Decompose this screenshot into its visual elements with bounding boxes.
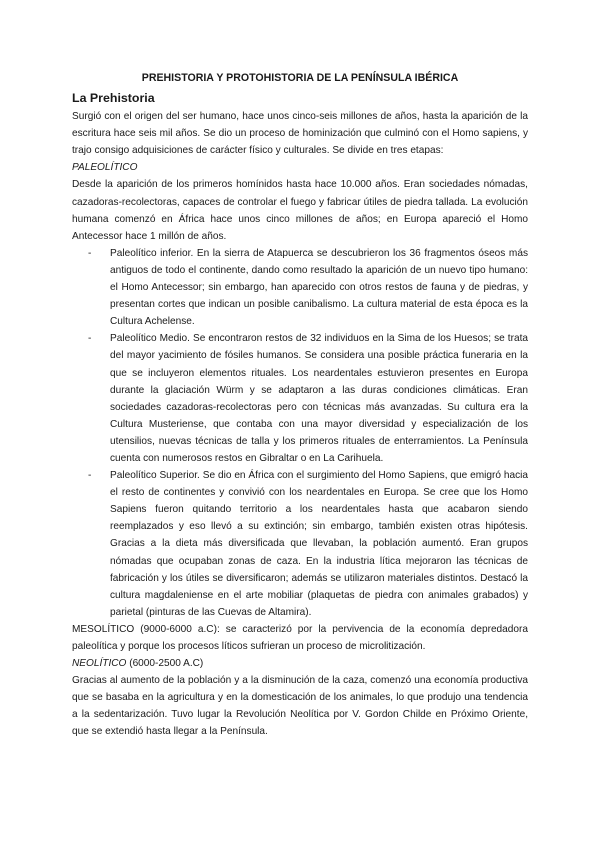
neolitico-heading: NEOLÍTICO <box>72 658 127 670</box>
list-item <box>88 245 528 330</box>
paleolitico-paragraph: Desde la aparición de los primeros homínidos hasta hace 10.000 años. Eran sociedades nómadas, cazadoras-recolectoras, capaces de controlar el fuego y fabricar útiles de piedra tallada. La evolución humana comenzó en África hace unos cinco millones de años; en Europa apareció el Homo Antecessor hace 1 millón de años. <box>72 179 528 242</box>
neolitico-heading-line <box>72 655 528 672</box>
neolitico-paragraph: Gracias al aumento de la población y a la disminución de la caza, comenzó una economía productiva que se basaba en la agricultura y en la domesticación de los animales, lo que produjo una tendencia a la sedentarización. Tuvo lugar la Revolución Neolítica por V. Gordon Childe en Próximo Oriente, que se extendió hasta llegar a la Península. <box>72 675 528 738</box>
list-item-text: Paleolítico Superior. Se dio en África con el surgimiento del Homo Sapiens, que emigró hacia el resto de continentes y convivió con los neardentales en Europa. Se cree que los Homo Sapiens fueron quitando territorio a los neardentales hasta que acabaron siendo reemplazados y eso llevó a su extinción; sin embargo, también existen otras hipótesis. Gracias a la dieta más diversificada que llevaban, la población aumentó. Eran grupos nómadas que ocupaban zonas de caza. En la industria lítica mejoraron las técnicas de fabricación y los útiles se diversificaron; además se utilizaron materiales distintos. Destacó la cultura magdaleniense en el arte mobiliar (plaquetas de piedra con animales grabados) y parietal (pinturas de las Cuevas de Altamira). <box>110 470 528 618</box>
paleolitico-periods-list <box>72 245 528 621</box>
document-title: PREHISTORIA Y PROTOHISTORIA DE LA PENÍNSULA IBÉRICA <box>141 72 459 84</box>
list-dash: - <box>88 333 92 345</box>
list-item <box>88 330 528 467</box>
neolitico-dates: (6000-2500 A.C) <box>126 658 204 670</box>
list-item <box>88 467 528 621</box>
mesolitico-paragraph: MESOLÍTICO (9000-6000 a.C): se caracterizó por la pervivencia de la economía depredadora paleolítica y porque los procesos líticos sufrieran un proceso de microlitización. <box>72 623 528 652</box>
list-item-text: Paleolítico inferior. En la sierra de Atapuerca se descubrieron los 36 fragmentos óseos más antiguos de todo el continente, dando como resultado la aparición de un nuevo tipo humano: el Homo Antecessor; sin embargo, han aparecido con otros restos de fauna y de piedras, y presentan cortes que indican un posible canibalismo. La cultura material de esta época es la Cultura Achelense. <box>110 247 528 328</box>
list-item-text: Paleolítico Medio. Se encontraron restos de 32 individuos en la Sima de los Huesos; se trata del mayor yacimiento de fósiles humanos. Se considera una posible práctica funeraria en la que se incluyeron elementos rituales. Los neardentales estuvieron presentes en Europa durante la glaciación Würm y se adaptaron a las duras condiciones climáticas. Eran sociedades cazadoras-recolectoras pero con técnicas más avanzadas. Su cultura era la Cultura Musteriense, que contaba con una mayor diversidad y especialización de los utensilios, nuevas técnicas de talla y los primeros rituales de enterramientos. La Península cuenta con numerosos restos en Gibraltar o en La Carihuela. <box>110 333 528 464</box>
list-dash: - <box>88 470 92 482</box>
document-body <box>72 70 528 741</box>
paleolitico-heading: PALEOLÍTICO <box>72 162 138 174</box>
list-dash: - <box>88 247 92 259</box>
intro-paragraph: Surgió con el origen del ser humano, hace unos cinco-seis millones de años, hasta la aparición de la escritura hace seis mil años. Se dio un proceso de hominización que culminó con el Homo sapiens, y trajo consigo adquisiciones de carácter físico y culturales. Se divide en tres etapas: <box>72 111 528 157</box>
section-heading: La Prehistoria <box>72 91 155 106</box>
